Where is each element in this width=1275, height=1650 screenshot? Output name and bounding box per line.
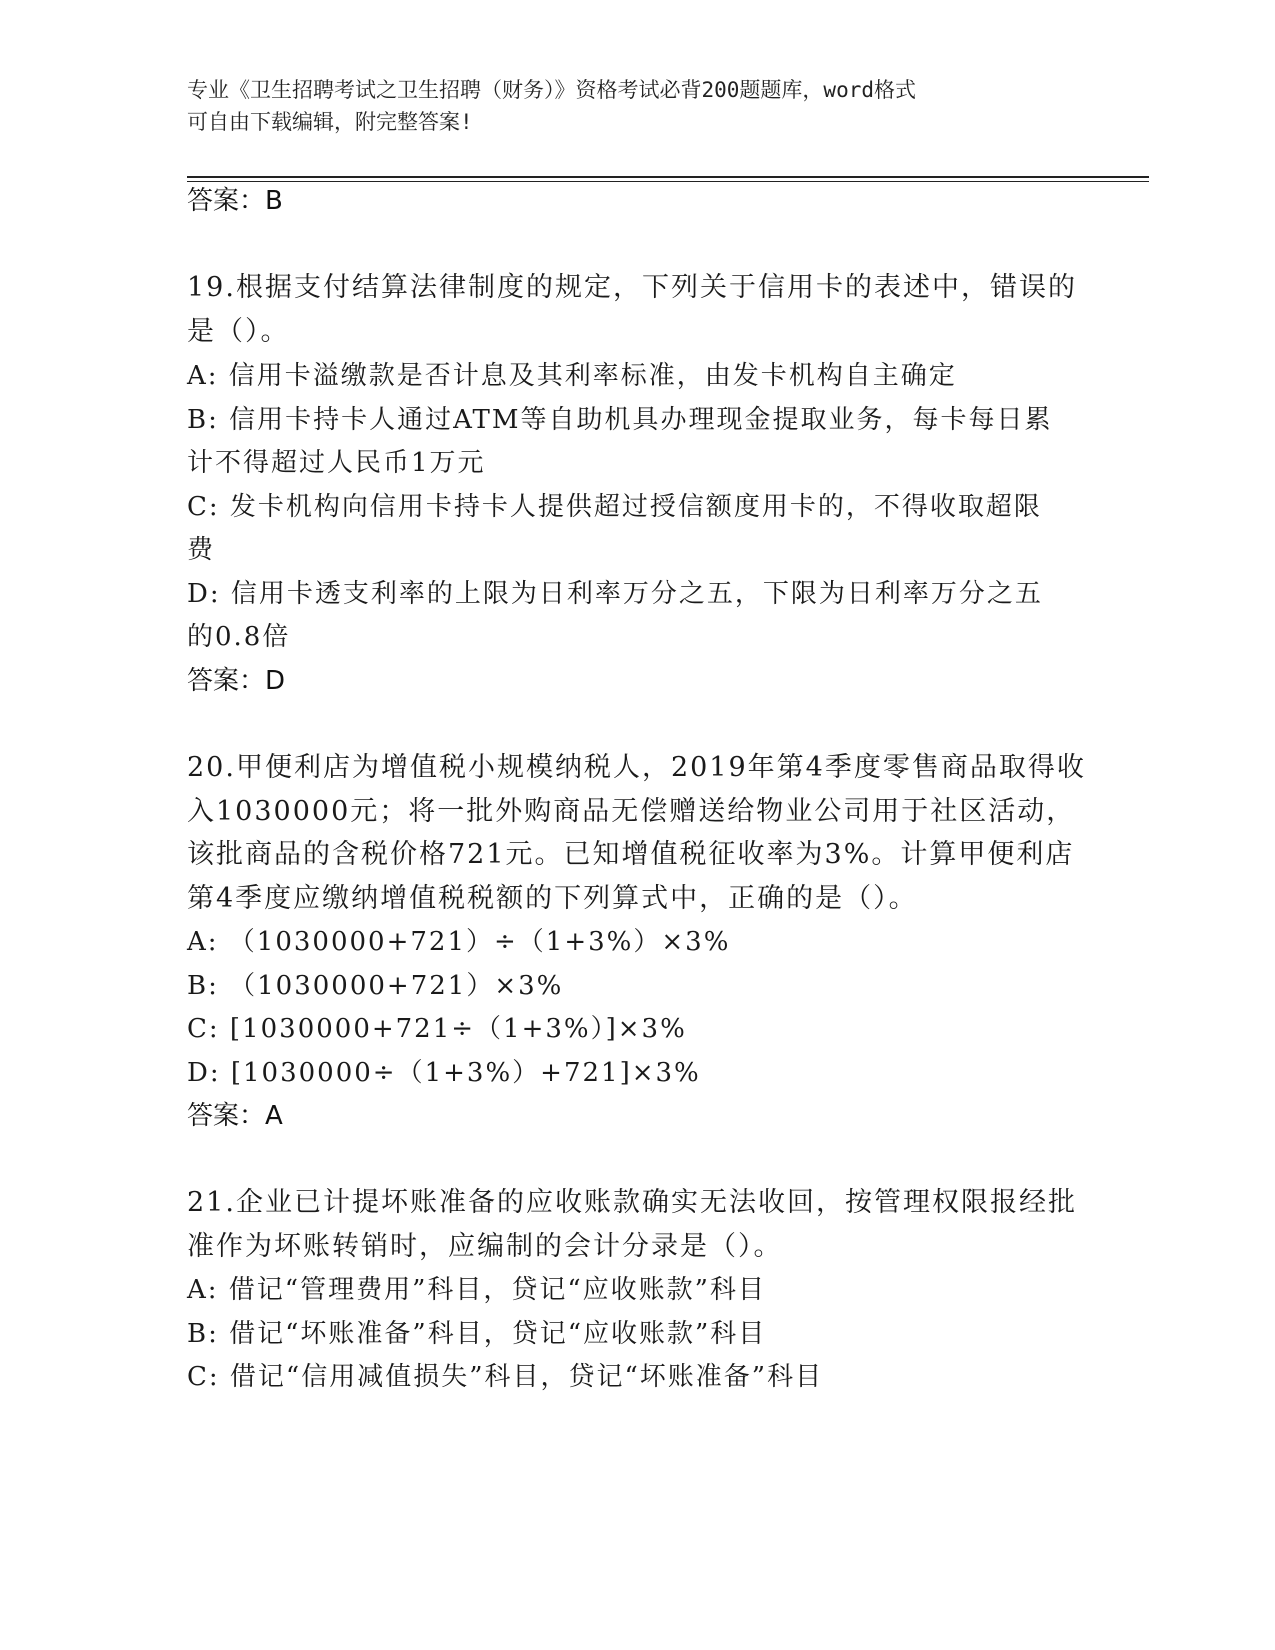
question-21-option-c: C: 借记“信用减值损失”科目，贷记“坏账准备”科目 [187, 1362, 824, 1392]
question-20-text: 20.甲便利店为增值税小规模纳税人，2019年第4季度零售商品取得收 [187, 752, 1086, 783]
answer-label: 答案：B [187, 186, 283, 216]
header-line: 可自由下载编辑，附完整答案! [187, 110, 473, 134]
header-divider [187, 176, 1149, 178]
question-19-text: 是（）。 [187, 316, 290, 347]
header-divider-thin [187, 181, 1149, 182]
question-21-text: 21.企业已计提坏账准备的应收账款确实无法收回，按管理权限报经批 [187, 1187, 1077, 1218]
question-20-text: 第4季度应缴纳增值税税额的下列算式中，正确的是（）。 [187, 883, 918, 914]
question-20-option-c: C: [1030000+721÷（1+3%）]×3% [187, 1014, 687, 1044]
question-19-option-b: B: 信用卡持卡人通过ATM等自助机具办理现金提取业务，每卡每日累 [187, 405, 1053, 435]
question-21-option-a: A: 借记“管理费用”科目，贷记“应收账款”科目 [187, 1275, 766, 1305]
question-20-option-d: D: [1030000÷（1+3%）+721]×3% [187, 1058, 701, 1088]
question-19-option-b: 计不得超过人民币1万元 [187, 448, 486, 478]
question-19-text: 19.根据支付结算法律制度的规定，下列关于信用卡的表述中，错误的 [187, 272, 1077, 303]
question-19-option-d: 的0.8倍 [187, 622, 291, 652]
header-line: 专业《卫生招聘考试之卫生招聘（财务）》资格考试必背200题题库，word格式 [187, 78, 916, 102]
question-20-option-a: A: （1030000+721）÷（1+3%）×3% [187, 927, 731, 957]
answer-label: 答案：A [187, 1101, 283, 1131]
question-20-text: 入1030000元；将一批外购商品无偿赠送给物业公司用于社区活动， [187, 796, 1076, 827]
page-header [187, 74, 1087, 138]
question-19-option-d: D: 信用卡透支利率的上限为日利率万分之五，下限为日利率万分之五 [187, 579, 1043, 609]
question-19-option-c: C: 发卡机构向信用卡持卡人提供超过授信额度用卡的，不得收取超限 [187, 492, 1042, 522]
answer-label: 答案：D [187, 666, 286, 696]
question-21-text: 准作为坏账转销时，应编制的会计分录是（）。 [187, 1231, 783, 1262]
question-20-option-b: B: （1030000+721）×3% [187, 971, 564, 1001]
question-19-option-c: 费 [187, 535, 216, 565]
question-20-text: 该批商品的含税价格721元。已知增值税征收率为3%。计算甲便利店 [187, 839, 1075, 870]
question-19-option-a: A: 信用卡溢缴款是否计息及其利率标准，由发卡机构自主确定 [187, 361, 957, 391]
question-21-option-b: B: 借记“坏账准备”科目，贷记“应收账款”科目 [187, 1319, 767, 1349]
